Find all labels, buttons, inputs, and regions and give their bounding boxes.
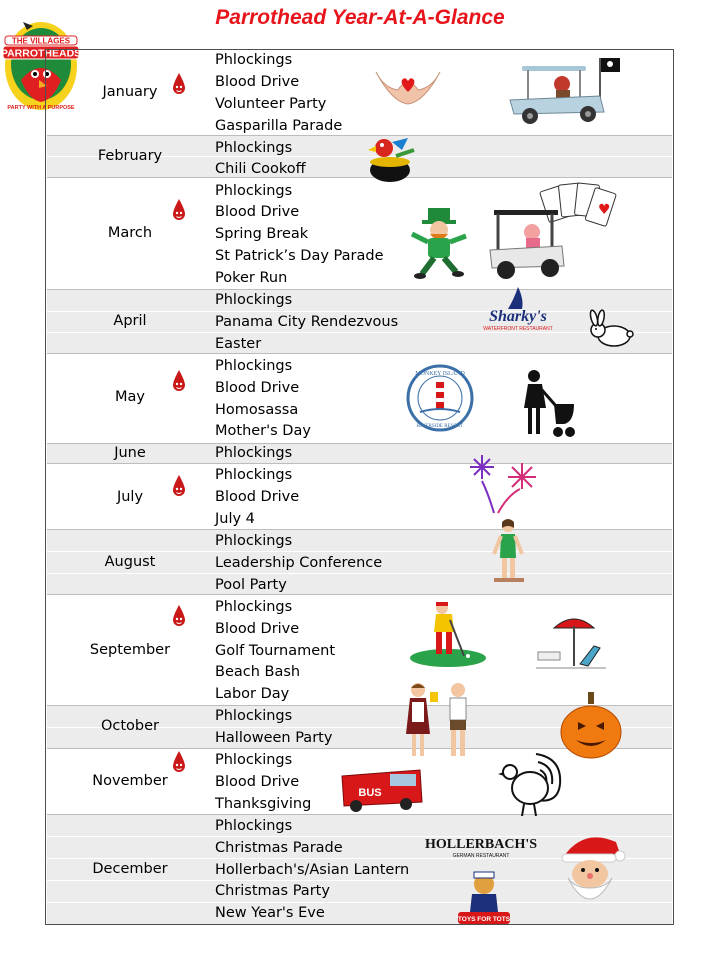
month-label: April <box>113 313 147 329</box>
event-item: St Patrick’s Day Parade <box>215 248 384 264</box>
fireworks-icon <box>464 453 544 515</box>
blood-drop-icon <box>171 750 187 774</box>
event-item: Phlockings <box>215 708 293 724</box>
event-item: Phlockings <box>215 140 293 156</box>
event-item: Homosassa <box>215 402 299 418</box>
event-item: Easter <box>215 336 262 352</box>
event-item: Pool Party <box>215 577 287 593</box>
blood-drop-icon <box>171 72 187 96</box>
event-item: Halloween Party <box>215 730 333 746</box>
hands-heart-icon <box>372 58 444 108</box>
hollerbachs-sub: GERMAN RESTAURANT <box>452 853 510 859</box>
turkey-icon <box>496 744 566 818</box>
beach-chair-icon <box>536 616 608 674</box>
event-item: Blood Drive <box>215 204 300 220</box>
event-item: Leadership Conference <box>215 555 383 571</box>
golfer-icon <box>410 600 486 668</box>
month-label: July <box>116 489 144 505</box>
mother-stroller-icon <box>516 368 578 440</box>
golf-cart-pirate-icon <box>504 52 624 128</box>
toys-label: TOYS FOR TOTS <box>457 916 511 923</box>
event-item: Christmas Party <box>215 883 330 899</box>
monkey-island-seal <box>406 364 474 432</box>
event-item: Beach Bash <box>215 664 301 680</box>
jack-o-lantern-icon <box>558 692 624 760</box>
month-label: October <box>100 718 160 734</box>
leprechaun-icon <box>406 206 472 280</box>
month-label: November <box>92 773 168 789</box>
event-item: Gasparilla Parade <box>215 118 343 134</box>
month-label: August <box>104 554 156 570</box>
month-label: June <box>114 445 146 461</box>
golf-cart-cards-icon <box>488 180 622 282</box>
bus-label: BUS <box>358 787 382 799</box>
toys-for-tots-logo <box>454 870 514 928</box>
event-item: Blood Drive <box>215 489 300 505</box>
seal-bottom-text: RIVERSIDE RESORT <box>416 424 464 429</box>
event-item: Golf Tournament <box>215 643 336 659</box>
event-item: Panama City Rendezvous <box>215 314 399 330</box>
hollerbachs-logo <box>424 832 538 860</box>
seal-top-text: MONKEY ISLAND <box>415 371 465 377</box>
month-label: December <box>92 861 168 877</box>
event-item: Mother's Day <box>215 423 311 439</box>
page-title: Parrothead Year-At-A-Glance <box>215 6 505 29</box>
event-item: Phlockings <box>215 752 293 768</box>
logo-line-2: PARROTHEADS <box>0 47 82 60</box>
event-item: July 4 <box>215 511 255 527</box>
event-item: Poker Run <box>215 270 288 286</box>
event-item: Phlockings <box>215 445 293 461</box>
month-label: January <box>102 84 158 100</box>
event-item: Phlockings <box>215 533 293 549</box>
logo-line-1: THE VILLAGES <box>11 36 71 46</box>
event-item: Christmas Parade <box>215 840 343 856</box>
event-item: Thanksgiving <box>215 796 312 812</box>
month-label: March <box>107 225 153 241</box>
year-table <box>45 49 674 925</box>
event-item: Phlockings <box>215 292 293 308</box>
hollerbachs-name: HOLLERBACH'S <box>424 837 538 852</box>
swimmer-lady-icon <box>492 518 526 584</box>
sharkys-logo <box>478 285 558 335</box>
event-item: Volunteer Party <box>215 96 327 112</box>
sharkys-sub: WATERFRONT RESTAURANT <box>483 326 553 332</box>
event-item: Blood Drive <box>215 621 300 637</box>
month-label: February <box>97 148 163 164</box>
santa-icon <box>554 832 628 916</box>
event-item: Blood Drive <box>215 74 300 90</box>
rabbit-icon <box>584 310 636 350</box>
blood-drop-icon <box>171 474 187 498</box>
sharkys-name: Sharky's <box>489 308 547 325</box>
blood-drop-icon <box>171 604 187 628</box>
event-item: Phlockings <box>215 467 293 483</box>
blood-drop-icon <box>171 369 187 393</box>
blood-drop-icon <box>171 198 187 222</box>
event-item: Spring Break <box>215 226 309 242</box>
event-item: Phlockings <box>215 183 293 199</box>
svg-text:♥: ♥ <box>598 202 611 218</box>
event-item: Chili Cookoff <box>215 161 306 177</box>
event-item: Hollerbach's/Asian Lantern <box>215 862 410 878</box>
event-item: Blood Drive <box>215 774 300 790</box>
event-item: Phlockings <box>215 358 293 374</box>
event-item: Blood Drive <box>215 380 300 396</box>
event-item: Phlockings <box>215 599 293 615</box>
party-bus-icon <box>340 766 424 814</box>
month-label: May <box>115 389 145 405</box>
parrot-chili-pot-icon <box>362 128 418 184</box>
oktoberfest-couple-icon <box>402 680 482 762</box>
event-item: Phlockings <box>215 818 293 834</box>
event-item: Labor Day <box>215 686 290 702</box>
event-item: Phlockings <box>215 52 293 68</box>
month-label: September <box>89 642 171 658</box>
event-item: New Year's Eve <box>215 905 325 921</box>
logo-line-3: PARTY WITH A PURPOSE <box>7 105 75 111</box>
